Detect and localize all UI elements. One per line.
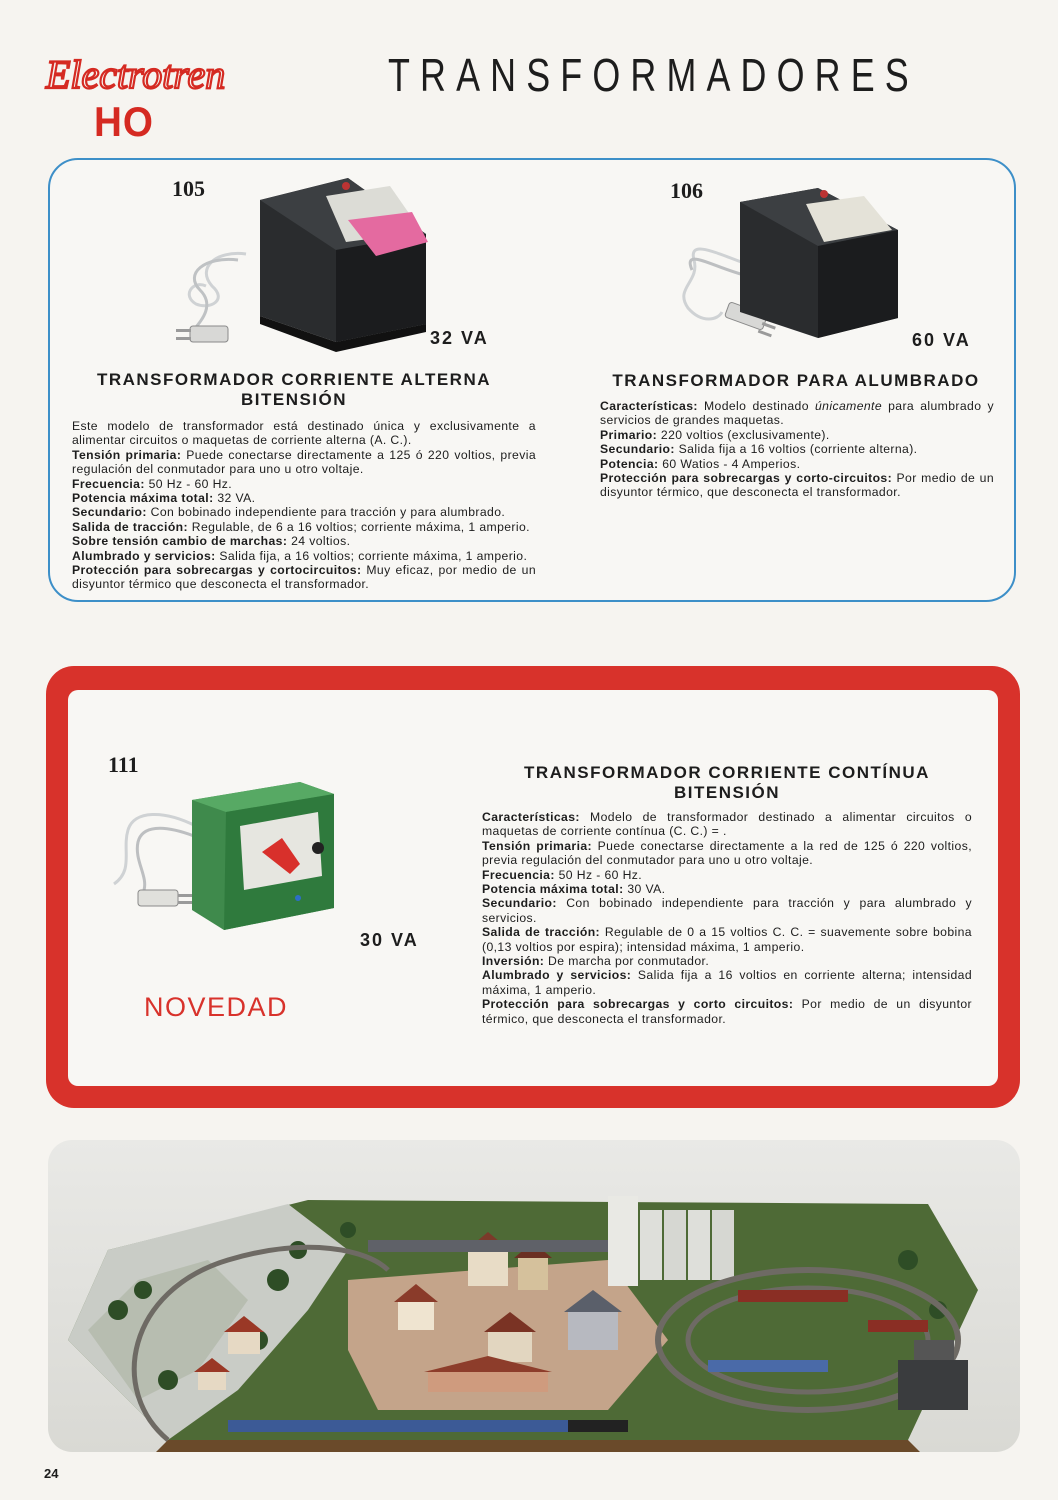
novedad-badge: NOVEDAD (144, 992, 289, 1022)
spec-111-7: Inversión: De marcha por conmutador. (482, 954, 710, 969)
spec-111-5: Secundario: Con bobinado independiente para tracción y para alumbrado y servicios. (482, 896, 972, 925)
heading-111 (500, 763, 954, 803)
heading-105-line1: TRANSFORMADOR CORRIENTE ALTERNA (96, 370, 492, 389)
power-rating-111: 30 VA (360, 930, 419, 950)
spec-111-1: Características: Modelo de transformador destinado a alimentar circuitos o maquetas de corriente contínua (C. C.) = . (482, 810, 972, 839)
spec-106-1: Características: Modelo destinado únicamente para alumbrado y servicios de grandes maquetas. (600, 399, 994, 428)
spec-106-2: Primario: 220 voltios (exclusivamente). (600, 427, 830, 442)
spec-106-4: Potencia: 60 Watios - 4 Amperios. (600, 456, 801, 471)
heading-111-line1: TRANSFORMADOR CORRIENTE CONTÍNUA (524, 763, 930, 782)
page-number: 24 (44, 1466, 59, 1481)
spec-105-2: Frecuencia: 50 Hz - 60 Hz. (72, 476, 233, 491)
spec-106-5: Protección para sobrecargas y corto-circuitos: Por medio de un disyuntor térmico, que desconecta el transformador. (600, 471, 995, 500)
model-railway-layout-photo (48, 1140, 1020, 1452)
brand-script-text: Electrotren (46, 52, 226, 97)
spec-106-3: Secundario: Salida fija a 16 voltios (corriente alterna). (600, 442, 918, 457)
spec-111-4: Potencia máxima total: 30 VA. (482, 882, 666, 897)
heading-105-line2: BITENSIÓN (240, 390, 348, 409)
brand-scale-label: HO (94, 98, 154, 145)
spec-105-4: Secundario: Con bobinado independiente para tracción y para alumbrado. (72, 505, 506, 520)
spec-105-8: Protección para sobrecargas y cortocircuitos: Muy eficaz, por medio de un disyuntor térmico que desconecta el transformador. (72, 563, 537, 592)
spec-105-6: Sobre tensión cambio de marchas: 24 voltios. (72, 534, 351, 549)
spec-111-6: Salida de tracción: Regulable de 0 a 15 voltios C. C. = suavemente sobre bobina (0,13 voltios por espira); intensidad máxima, 1 amperio. (482, 925, 972, 954)
model-number-105: 105 (172, 176, 205, 201)
green-transformer-with-red-dial-icon (104, 780, 356, 940)
spec-111-2: Tensión primaria: Puede conectarse directamente a la red de 125 ó 220 voltios, previa regulación del conmutador para uno u otro voltaje. (482, 838, 972, 868)
specs-111 (482, 810, 972, 1026)
power-rating-105: 32 VA (430, 328, 489, 348)
black-transformer-icon (668, 184, 912, 354)
heading-106: TRANSFORMADOR PARA ALUMBRADO (612, 371, 980, 390)
model-number-111: 111 (108, 752, 139, 777)
spec-105-5: Salida de tracción: Regulable, de 6 a 16 voltios; corriente máxima, 1 amperio. (72, 519, 530, 534)
spec-111-8: Alumbrado y servicios: Salida fija a 16 voltios en corriente alterna; intensidad máxima, 1 amperio. (482, 968, 972, 997)
power-rating-106: 60 VA (912, 330, 971, 350)
specs-105 (72, 419, 536, 592)
spec-105-1: Tensión primaria: Puede conectarse directamente a 125 ó 220 voltios, previa regulación del conmutador para uno u otro voltaje. (72, 447, 536, 477)
page-title: TRANSFORMADORES (388, 49, 919, 101)
intro-105: Este modelo de transformador está destinado única y exclusivamente a alimentar circuitos o maquetas de corriente alterna (A. C.). (72, 419, 536, 448)
brand-script-logo (42, 52, 254, 98)
spec-105-7: Alumbrado y servicios: Salida fija, a 16 voltios; corriente máxima, 1 amperio. (72, 548, 528, 563)
heading-111-line2: BITENSIÓN (673, 783, 781, 802)
specs-106 (600, 399, 994, 500)
heading-105 (72, 370, 516, 410)
spec-111-3: Frecuencia: 50 Hz - 60 Hz. (482, 867, 643, 882)
spec-105-3: Potencia máxima total: 32 VA. (72, 491, 256, 506)
black-transformer-with-pink-dial-icon (176, 176, 440, 368)
spec-111-9: Protección para sobrecargas y corto circuitos: Por medio de un disyuntor térmico, que desconecta el transformador. (482, 997, 972, 1026)
model-number-106: 106 (670, 178, 703, 203)
